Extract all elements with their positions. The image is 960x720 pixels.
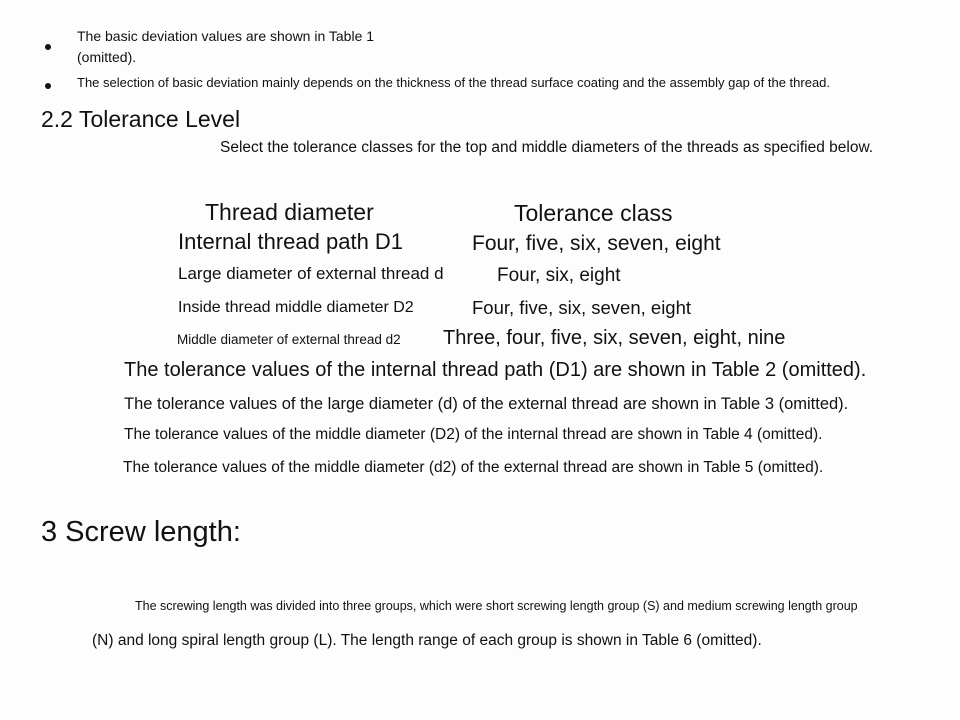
- screw-length-paragraph-line: The screwing length was divided into three groups, which were short screwing length group (S) and medium screwing length group: [135, 599, 858, 613]
- table-cell-classes: Four, five, six, seven, eight: [472, 232, 721, 255]
- section-heading-tolerance-level: 2.2 Tolerance Level: [41, 106, 241, 132]
- table-cell-diameter: Middle diameter of external thread d2: [177, 332, 401, 347]
- tolerance-intro-paragraph: Select the tolerance classes for the top and middle diameters of the threads as specified below.: [220, 139, 874, 156]
- table-cell-classes: Four, five, six, seven, eight: [472, 297, 692, 318]
- tolerance-note: The tolerance values of the internal thread path (D1) are shown in Table 2 (omitted).: [124, 359, 867, 381]
- tolerance-note: The tolerance values of the middle diameter (D2) of the internal thread are shown in Table 4 (omitted).: [124, 426, 823, 443]
- bullet-text: The selection of basic deviation mainly depends on the thickness of the thread surface coating and the assembly gap of the thread.: [77, 75, 831, 90]
- bullet-dot-icon: [45, 83, 51, 89]
- bullet-text: The basic deviation values are shown in Table 1 (omitted).: [77, 28, 375, 65]
- table-header-tolerance-class: Tolerance class: [514, 200, 673, 226]
- table-cell-classes: Three, four, five, six, seven, eight, nine: [443, 327, 786, 349]
- section-heading-screw-length: 3 Screw length:: [41, 516, 241, 548]
- tolerance-note: The tolerance values of the large diameter (d) of the external thread are shown in Table 3 (omitted).: [124, 395, 849, 413]
- table-cell-diameter: Inside thread middle diameter D2: [178, 299, 414, 316]
- table-header-thread-diameter: Thread diameter: [205, 199, 374, 225]
- screw-length-paragraph-line: (N) and long spiral length group (L). The length range of each group is shown in Table 6 (omitted).: [92, 632, 762, 649]
- table-cell-classes: Four, six, eight: [497, 265, 621, 286]
- table-cell-diameter: Large diameter of external thread d: [178, 264, 444, 283]
- table-cell-diameter: Internal thread path D1: [178, 229, 404, 254]
- bullet-dot-icon: [45, 44, 51, 50]
- tolerance-note: The tolerance values of the middle diameter (d2) of the external thread are shown in Table 5 (omitted).: [123, 459, 824, 476]
